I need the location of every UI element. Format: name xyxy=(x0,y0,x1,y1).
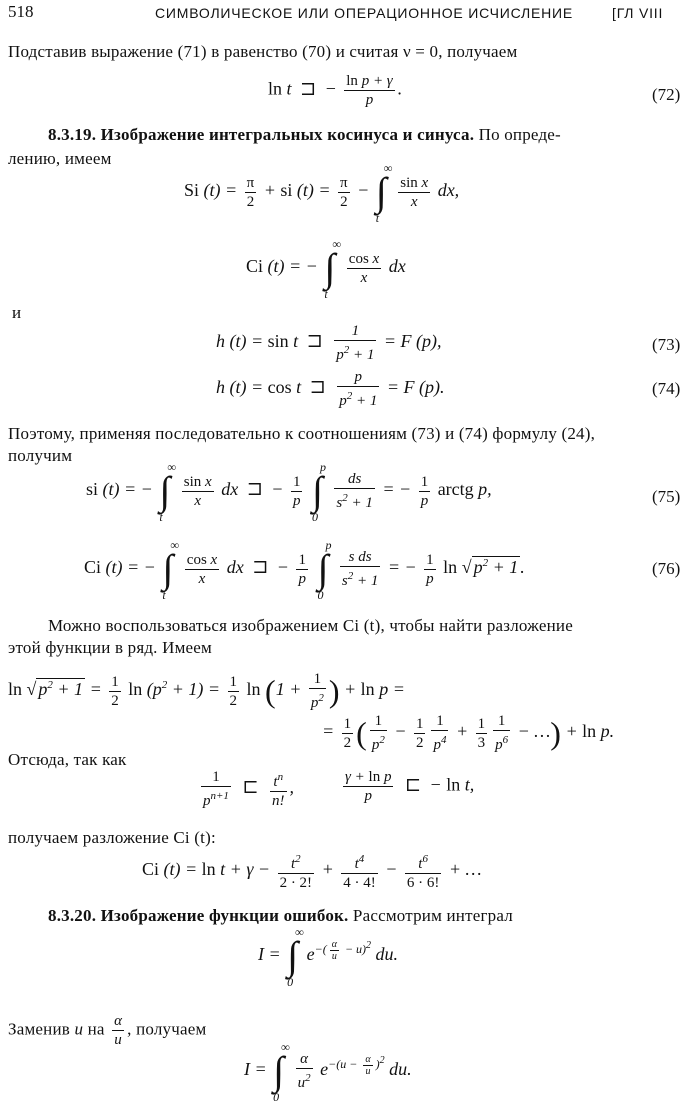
equation-76: Ci (t) = − ∫ ∞ t $\frac{\text{cos x}}{x}$ dx ⊐ − $\frac{1}{p}$ ∫ p 0 $\frac{\text{s ds}}{s^2 + 1}$ = − $\frac{1}{p}$ ln √ $p^2 + 1$ . xyxy=(84,538,525,602)
paragraph-2-line-1: Поэтому, применяя последовательно к соотношениям (73) и (74) формулу (24), xyxy=(8,424,596,443)
equation-73: h (t) = sin t ⊐ $\frac{1}{p^2 + 1}$ = F (p), xyxy=(216,323,442,363)
equation-number-73: (73) xyxy=(652,335,681,354)
substitution-text-1: Заменив xyxy=(8,1019,75,1039)
equation-ci: Ci (t) = − ∫ ∞ t $\frac{\text{cos x}}{x}$ dx xyxy=(246,237,406,301)
page-number: 518 xyxy=(8,2,34,21)
equation-integral-i-substituted: I = ∫ ∞ 0 $\frac{\alpha}{u^2}$ $e^{-(u - \frac{\alpha}{u} )^2}$ du. xyxy=(244,1040,412,1104)
running-title: СИМВОЛИЧЕСКОЕ ИЛИ ОПЕРАЦИОННОЕ ИСЧИСЛЕНИЕ xyxy=(155,5,574,21)
conjunction-and: и xyxy=(12,303,22,322)
paragraph-3-line-2: этой функции в ряд. Имеем xyxy=(8,638,212,657)
paragraph-2-line-2: получим xyxy=(8,446,73,465)
section-intro: По опреде- xyxy=(474,125,561,144)
equation-74: h (t) = cos t ⊐ $\frac{p}{p^2 + 1}$ = F (p). xyxy=(216,369,445,409)
paragraph-5: получаем разложение Ci (t): xyxy=(8,828,216,847)
paragraph-4: Отсюда, так как xyxy=(8,750,127,769)
equation-number-75: (75) xyxy=(652,487,681,506)
substitution-text-2: на xyxy=(83,1019,110,1039)
section-intro-continued: лению, имеем xyxy=(8,149,112,168)
correspondence-2: $\frac{\text{γ + ln p}}{p}$ ⊏ − ln t, xyxy=(345,769,475,804)
equation-72: ln t ⊐ − $\frac{\text{ln p + γ}}{p}$ . xyxy=(268,73,403,108)
section-title: 8.3.19. Изображение интегральных косинуса и синуса. xyxy=(48,125,475,144)
paragraph-6: Заменив u на $\frac{\alpha}{u}$ , получаем xyxy=(8,1013,207,1048)
paragraph-1: Подставив выражение (71) в равенство (70) и считая ν = 0, получаем xyxy=(8,42,518,61)
section-title-2: 8.3.20. Изображение функции ошибок. xyxy=(48,906,349,925)
equation-75: si (t) = − ∫ ∞ t $\frac{\text{sin x}}{x}$ dx ⊐ − $\frac{1}{p}$ ∫ p 0 $\frac{ds}{s^2 + 1}$ = − $\frac{1}{p}$ arctg p, xyxy=(86,460,492,524)
expansion-line-2: = $\frac{1}{2}$ ( $\frac{1}{p^2}$ − $\frac{1}{2}$ $\frac{1}{p^4}$ + $\frac{1}{3}$ $\frac{1}{p^6}$ − …) + ln p. xyxy=(322,713,615,753)
section-intro-2: Рассмотрим интеграл xyxy=(348,906,513,925)
equation-number-76: (76) xyxy=(652,559,681,578)
equation-number-74: (74) xyxy=(652,379,681,398)
equation-ci-expansion: Ci (t) = ln t + γ − $\frac{t^2}{2 \cdot 2!}$ + $\frac{t^4}{4 \cdot 4!}$ − $\frac{t^6}{6 \cdot 6!}$ + … xyxy=(142,853,482,891)
equation-si: Si (t) = $\frac{\pi}{2}$ + si (t) = $\frac{\pi}{2}$ − ∫ ∞ t $\frac{\text{sin x}}{x}$ dx, xyxy=(184,161,460,225)
equation-integral-i: I = ∫ ∞ 0 $e^{-( \frac{\alpha}{u} - u)^2}$ du. xyxy=(258,925,399,989)
section-8-3-20-heading xyxy=(48,906,513,926)
variable-u: u xyxy=(74,1019,84,1039)
correspondence-1: $\frac{1}{p^{n+1}}$ ⊏ $\frac{t^n}{n!}$ , xyxy=(203,769,295,809)
chapter-label: [ГЛ VIII xyxy=(612,5,664,21)
substitution-text-3: , получаем xyxy=(127,1019,207,1039)
expansion-line-1: ln √ $p^2 + 1$ = $\frac{1}{2}$ $\ln (p^2 + 1)$ = $\frac{1}{2}$ ln (1 + $\frac{1}{p^2}$ ) + ln p = xyxy=(8,671,405,711)
equation-number-72: (72) xyxy=(652,85,681,104)
section-8-3-19-heading xyxy=(48,125,561,145)
paragraph-3-line-1: Можно воспользоваться изображением Ci (t), чтобы найти разложение xyxy=(48,616,573,635)
